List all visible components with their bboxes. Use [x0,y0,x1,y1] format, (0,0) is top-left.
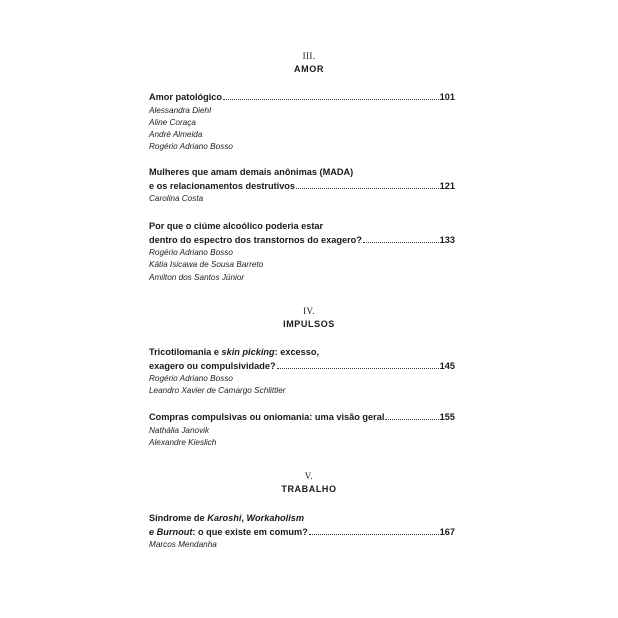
dot-leader [296,188,439,189]
toc-entry[interactable] [149,512,455,551]
entry-title-line [149,166,455,180]
part-number: IV. [303,306,315,316]
page-number: 167 [439,526,455,537]
entry-title-line [149,360,455,374]
part-title: IMPULSOS [283,319,335,329]
part-number: V. [304,471,314,481]
italic-term: Karoshi [207,513,242,523]
entry-title: exagero ou compulsividade? [149,360,276,371]
entry-title-line [149,91,455,105]
entry-title-line [149,180,455,194]
toc-entry[interactable] [149,346,455,398]
author: Leandro Xavier de Camargo Schlittler [149,386,286,396]
page-number: 101 [439,92,455,102]
page-number: 155 [439,412,455,422]
author: Nathália Janovik [149,425,210,435]
author: Alexandre Kieslich [149,437,217,447]
author: Marcos Mendanha [149,540,217,549]
part-title: TRABALHO [281,484,337,494]
part-title: AMOR [294,64,324,74]
italic-term: skin picking [221,347,275,357]
entry-title-line [149,234,455,248]
author: Rogério Adriano Bosso [149,142,233,152]
dot-leader [363,242,439,243]
part-heading [0,305,618,331]
author: Alessandra Diehl [149,105,211,115]
entry-title: Síndrome de Karoshi, Workaholism [149,513,305,523]
author: Carolina Costa [149,194,204,203]
toc-entry[interactable] [149,166,455,205]
toc-entry[interactable] [149,411,455,449]
italic-term: e Burnout [149,526,193,537]
toc-entry[interactable] [149,220,455,284]
author: Amilton dos Santos Júnior [149,272,245,282]
author: Kátia Isicawa de Sousa Barreto [149,260,264,270]
entry-title: Tricotilomania e skin picking: excesso, [149,347,320,357]
part-heading [0,470,618,496]
entry-title-line [149,220,455,234]
author: André Almeida [149,130,203,140]
entry-title-line [149,526,455,540]
author: Rogério Adriano Bosso [149,248,233,257]
entry-title: Compras compulsivas ou oniomania: uma visão geral [149,412,385,422]
italic-term: Workaholism [246,513,305,523]
toc-entry[interactable] [149,91,455,154]
author: Aline Coraça [149,117,196,127]
entry-title-line [149,411,455,425]
entry-title: Por que o ciúme alcoólico poderia estar [149,221,324,231]
page-number: 133 [439,234,455,245]
dot-leader [309,534,439,535]
entry-title-line [149,512,455,526]
dot-leader [385,419,438,420]
author: Rogério Adriano Bosso [149,374,233,383]
part-heading [0,50,618,76]
entry-title: dentro do espectro dos transtornos do exagero? [149,234,362,245]
part-number: III. [302,51,316,61]
dot-leader [223,99,439,100]
entry-title: Amor patológico [149,92,222,102]
dot-leader [277,368,439,369]
entry-title: e os relacionamentos destrutivos [149,180,296,191]
page-number: 121 [439,180,455,191]
entry-title: Mulheres que amam demais anônimas (MADA) [149,167,354,177]
entry-title: e Burnout: o que existe em comum? [149,526,308,537]
entry-title-line [149,346,455,360]
page-number: 145 [439,360,455,371]
